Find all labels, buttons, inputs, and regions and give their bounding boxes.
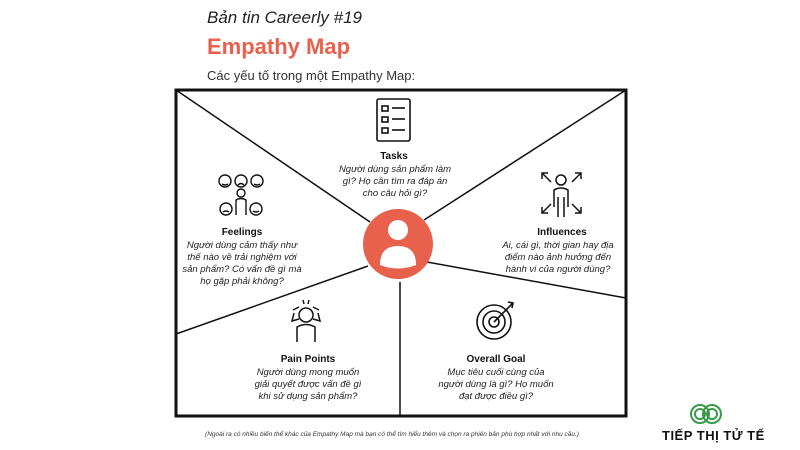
pain-points-description: Người dùng mong muốn giải quyết được vấn đề gì khi sử dụng sản phẩm? — [254, 367, 362, 402]
overall-goal-description: Mục tiêu cuối cùng của người dùng là gì? Họ muốn đạt được điều gì? — [438, 367, 554, 402]
divider-top-right — [424, 90, 626, 220]
footnote: (Ngoài ra có nhiều biến thể khác của Empathy Map mà bạn có thể tìm hiểu thêm và chọn ra phiên bản phù hợp nhất với nhu cầu.) — [205, 431, 579, 438]
page-title: Empathy Map — [207, 34, 351, 59]
user-avatar-icon — [363, 209, 433, 279]
checklist-icon — [377, 99, 410, 141]
stressed-person-icon — [292, 300, 320, 342]
newsletter-label: Bản tin Careerly #19 — [207, 8, 362, 27]
emotion-faces-icon — [219, 175, 263, 215]
divider-top-left — [176, 90, 370, 222]
tasks-title: Tasks — [380, 151, 408, 162]
tasks-description: Người dùng sản phẩm làm gì? Họ cần tìm ra đáp án cho câu hỏi gì? — [338, 164, 452, 199]
influences-description: Ai, cái gì, thời gian hay địa điểm nào ảnh hưởng đến hành vi của người dùng? — [502, 240, 614, 275]
overall-goal-title: Overall Goal — [466, 354, 526, 365]
page-subtitle: Các yếu tố trong một Empathy Map: — [207, 68, 416, 83]
target-icon — [477, 302, 513, 339]
feelings-title: Feelings — [221, 227, 263, 238]
overlapping-circles-logo — [691, 405, 721, 423]
influences-title: Influences — [537, 227, 587, 238]
brand-name: TIẾP THỊ TỬ TẾ — [662, 428, 765, 443]
feelings-description: Người dùng cảm thấy như thế nào về trải nghiệm với sản phẩm? Có vấn đề gì mà họ gặp phải không? — [182, 240, 302, 287]
pain-points-title: Pain Points — [280, 354, 336, 365]
person-arrows-icon — [542, 173, 581, 217]
